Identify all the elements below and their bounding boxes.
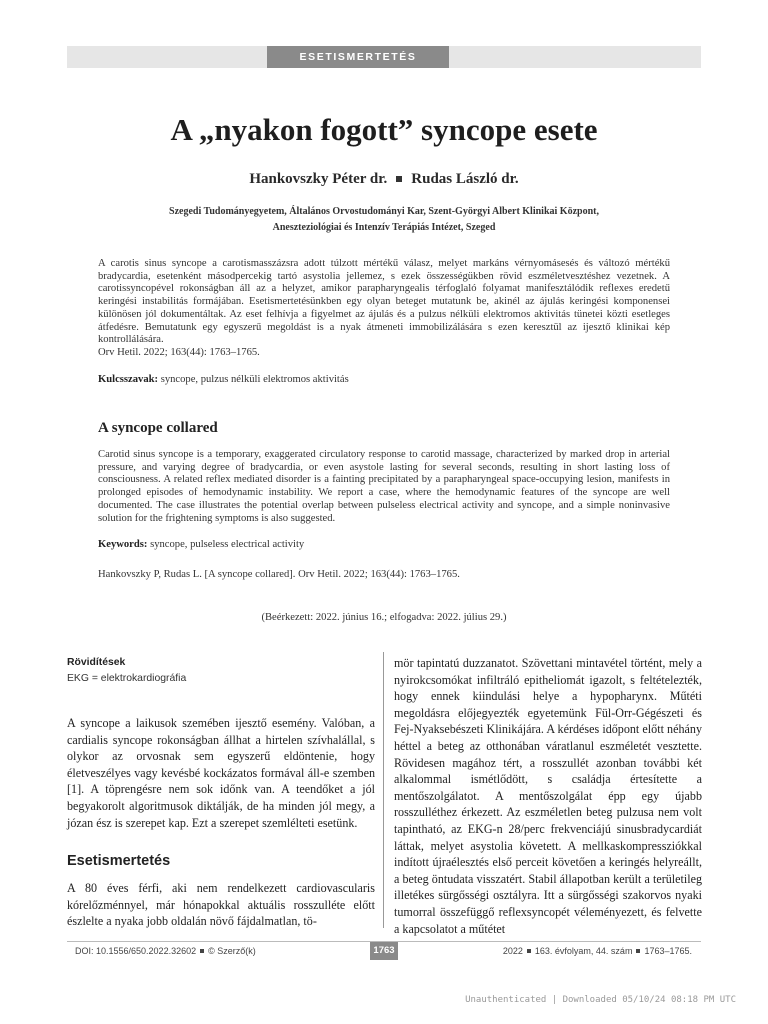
bullet-icon bbox=[200, 949, 204, 953]
issue-year: 2022 bbox=[502, 946, 523, 956]
keywords-en-values: syncope, pulseless electrical activity bbox=[147, 539, 305, 551]
abstract-english bbox=[98, 449, 670, 550]
affiliation-line-2: Aneszteziológiai és Intenzív Terápiás Intézet, Szeged bbox=[272, 222, 496, 233]
abstract-hungarian bbox=[98, 258, 670, 385]
author-separator-icon bbox=[396, 176, 402, 182]
column-divider bbox=[383, 652, 384, 928]
abstract-en-text: Carotid sinus syncope is a temporary, exaggerated circulatory response to carotid massage, characterized by marked drop in arterial pressure, and varying degree of bradycardia, or even asystole lasting for several seconds, resulting in short lasting loss of consciousness. A related reflex mediated disorder is a fainting precipitated by a parapharyngeal space-occupying lesion, manifests in prolonged episodes of hemodynamic instability. We report a case, where the hemodynamic features of the syncope are well documented. The case illustrates the potential overlap between pulseless electrical activity and syncope, and a simple noninvasive solution for the frightening symptoms is also suggested. bbox=[98, 449, 670, 524]
author-2: Rudas László dr. bbox=[411, 171, 519, 187]
bullet-icon bbox=[527, 949, 531, 953]
section-label: ESETISMERTETÉS bbox=[267, 46, 449, 68]
english-citation: Hankovszky P, Rudas L. [A syncope collared]. Orv Hetil. 2022; 163(44): 1763–1765. bbox=[98, 569, 460, 580]
affiliation bbox=[120, 204, 648, 236]
case-paragraph-start: A 80 éves férfi, aki nem rendelkezett cardiovascularis kórelőzménnyel, már hónapokkal aktuális rosszulléte előtt észlelte a nyaka jobb oldalán növő fájdalmatlan, tö- bbox=[67, 881, 375, 929]
doi-text: DOI: 10.1556/650.2022.32602 bbox=[75, 946, 197, 956]
page-number: 1763 bbox=[370, 942, 398, 960]
footer-doi bbox=[75, 946, 256, 956]
case-paragraph-continued: mör tapintatú duzzanatot. Szövettani mintavétel történt, mely a nyirokcsomókat infiltráló epitheliomát igazolt, s feltételezték, hogy ennek kiindulási helye a hypopharynx. Műtéti megoldásra előjegyezték egyetemünk Fül-Orr-Gégészeti és Fej-Nyaksebészeti Klinikájára. A kérdéses időpont előtt néhány héttel a beteg az otthonában váratlanul eszméletét vesztette. Rövidesen magához tért, a rosszullét azonban további két alkalommal ismétlődött, s családja értesítette a mentőszolgálatot. A mentőszolgálat épp egy újabb rosszulléthez érkezett. Az eszméletlen beteg pulzusa nem volt tapintható, az EKG-n 28/perc frekvenciájú sinusbradycardiát láttak, melyet asystolia követett. A mellkaskompressziókkal indított újraélesztés első perceit követően a keringés helyreállt, a beteg öntudata visszatért. Stabil állapotban került a területileg illetékes sürgősségi osztályra. Itt a sürgősségi szakorvos nyaki tumorral összefüggő reflexsyncopét véleményezett, és felvette a kapcsolatot a műtétet bbox=[394, 656, 702, 936]
bullet-icon bbox=[636, 949, 640, 953]
footer-issue bbox=[430, 946, 692, 956]
keywords-hu-values: syncope, pulzus nélküli elektromos aktivitás bbox=[158, 373, 349, 385]
affiliation-line-1: Szegedi Tudományegyetem, Általános Orvostudományi Kar, Szent-Györgyi Albert Klinikai Központ, bbox=[169, 206, 599, 217]
received-dates: (Beérkezett: 2022. június 16.; elfogadva: 2022. július 29.) bbox=[261, 612, 507, 623]
author-1: Hankovszky Péter dr. bbox=[249, 171, 388, 187]
case-report-heading: Esetismertetés bbox=[67, 853, 171, 869]
article-title: A „nyakon fogott” syncope esete bbox=[170, 112, 598, 147]
abstract-hu-citation: Orv Hetil. 2022; 163(44): 1763–1765. bbox=[98, 346, 260, 358]
keywords-hu bbox=[98, 374, 670, 385]
abbreviations-heading: Rövidítések bbox=[67, 657, 126, 668]
copyright-text: © Szerző(k) bbox=[208, 946, 256, 956]
issue-pages: 1763–1765. bbox=[644, 946, 692, 956]
keywords-hu-label: Kulcsszavak: bbox=[98, 373, 159, 385]
intro-paragraph: A syncope a laikusok szemében ijesztő esemény. Valóban, a cardialis syncope rokonságban állhat a hirtelen szívhalállal, s olykor az orvosnak sem egyszerű eldöntenie, hogy életveszélyes vagy kevésbé kockázatos formával áll-e szemben [1]. A töprengésre nem sok időnk van. A teendőket a jól begyakorolt algoritmusok diktálják, de ha minden jól megy, a józan ész is szerepet kap. Ezt a szerepet szemlélteti esetünk. bbox=[67, 716, 375, 830]
keywords-en-label: Keywords: bbox=[98, 539, 148, 551]
abstract-hu-text: A carotis sinus syncope a carotismasszázsra adott túlzott mértékű válasz, melyet markáns vérnyomásesés és változó mértékű bradycardia, esetenként másodpercekig tartó asystolia jellemez, s ezek összességükben rövid eszméletvesztéshez vezetnek. A carotissyncopével rokonságban áll az a helyzet, amikor parapharyngealis térfoglaló folyamat manifesztálódik reflexes eredetű keringési instabilitás formájában. Esetismertetésünkben egy olyan beteget mutatunk be, akinél az ájulás keringési komponensei különösen jól dokumentáltak. Az eset felhívja a figyelmet az ájulás és a pulzus nélküli elektromos aktivitás tünetei közti esetleges átfedésre. Bemutatunk egy egyszerű megoldást is a nyak átmeneti immobilizálására s ezen keresztül az ijesztő klinikai kép kontrollálására. bbox=[98, 258, 670, 346]
issue-volume: 163. évfolyam, 44. szám bbox=[534, 946, 633, 956]
download-watermark: Unauthenticated | Downloaded 05/10/24 08:18 PM UTC bbox=[465, 995, 736, 1005]
abbreviation-item: EKG = elektrokardiográfia bbox=[67, 673, 187, 684]
author-line bbox=[0, 171, 768, 188]
english-title: A syncope collared bbox=[98, 420, 218, 436]
keywords-en bbox=[98, 539, 670, 550]
